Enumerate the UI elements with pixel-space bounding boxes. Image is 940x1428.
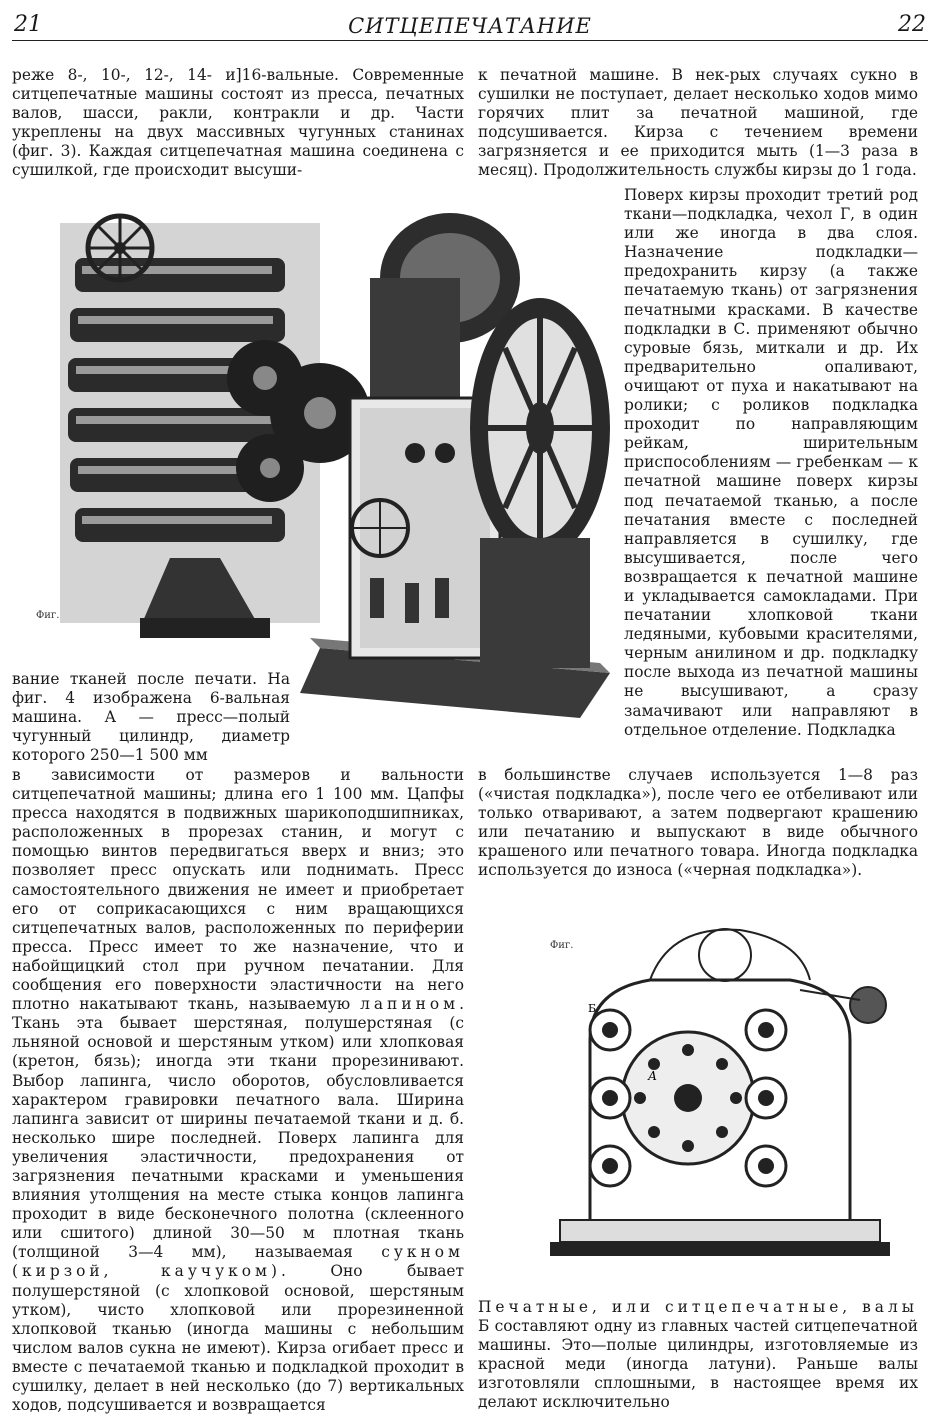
figure-4-machine-schematic: [530, 920, 910, 1290]
term-sukno: сукном (кирзой, каучуком): [12, 1243, 464, 1281]
handwheel-icon: [88, 216, 152, 280]
schematic-drawing: [530, 920, 910, 1290]
figure-4-caption: Фиг.: [550, 940, 574, 951]
control-wheel-icon: [352, 500, 408, 556]
page-number-right: 22: [898, 12, 926, 37]
page-title: СИТЦЕПЕЧАТАНИЕ: [348, 14, 592, 38]
right-column-bottom-text: [478, 1298, 918, 1413]
right-column-mid-text: в большинстве случаев используется 1—8 раз («чистая подкладка»), после чего ее отбеливают или только отваривают, а затем подвергают крашению или печатанию и выпускают в виде обычного крашеного или печатного товара. Иногда подкладка используется до износа («черная подкладка»).: [478, 766, 918, 880]
page-number-left: 21: [14, 12, 42, 37]
running-header: [14, 12, 926, 38]
left-column-main-text: [12, 766, 464, 1415]
text-part-valy: Б составляют одну из главных частей ситцепечатной машины. Это—полые цилиндры, изготовляемые из красной меди (иногда латуни). Раньше валы изготовляли сплошными, в настоящее время их делают исключительно: [478, 1317, 918, 1412]
right-column-narrow-text: Поверх кирзы проходит третий род ткани—подкладка, чехол Г, в один или же иногда в два слоя. Назначение подкладки—предохранить кирзу (а также печатаемую ткань) от загрязнения печатными красками. В качестве подкладки в С. применяют обычно суровые бязь, миткали и др. Их предварительно опаливают, очищают от пуха и накатывают на ролики; с роликов подкладка проходит по направляющим рейкам, ширительным приспособлениям — гребенкам — к печатной машине поверх кирзы под печатаемой тканью, а после печатания вместе с последней направляется в сушилку, где высушивается, после чего возвращается к печатной машине и укладывается самокладами. При печатании хлопковой ткани ледяными, кубовыми красителями, черным анилином и др. подкладку после выхода из печатной машины не высушивают, а сразу замачивают или направляют в отдельное отделение. Подкладка: [624, 186, 918, 739]
figure-3-printing-machine: [20, 178, 622, 738]
right-column-top-text: к печатной машине. В нек-рых случаях сукно в сушилки не поступает, делает несколько ходов мимо горячих плит за печатной машиной, где подсушивается. Кирза с течением времени загрязняется и ее приходится мыть (1—3 раза в месяц). Продолжительность службы кирзы до 1 года.: [478, 66, 918, 180]
press-label: А: [648, 1069, 658, 1083]
text-part-c: . Оно бывает полушерстяной (с хлопковой основой, шерстяным утком), чисто хлопковой или прорезиненной хлопковой тканью (иногда машины с небольшим числом валов сукна не имеют). Кирза огибает пресс и вместе с печатаемой тканью и подкладкой проходит в сушилку, делает в ней несколько (до 7) вертикальных ходов, подсушивается и возвращается: [12, 1262, 464, 1415]
flywheel-icon: [470, 298, 610, 558]
term-lapin: лапином: [360, 995, 460, 1014]
term-valy: Печатные, или ситцепечатные, валы: [478, 1298, 918, 1316]
figure-3-caption: Фиг.: [36, 610, 60, 621]
header-rule: [12, 40, 928, 41]
text-part-a: в зависимости от размеров и вальности ситцепечатной машины; длина его 1 100 мм. Цапфы пресса находятся в подвижных шарикоподшипниках, расположенных в прорезах станин, и могут с помощью винтов передвигаться вверх и вниз; это позволяет пресс опускать или поднимать. Пресс самостоятельного движения не имеет и приобретает его от соприкасающихся с ним вращающихся ситцепечатных валов, расположенных по периферии пресса. Пресс имеет то же назначение, что и набойщицкий стол при ручном печатании. Для сообщения его поверхности эластичности на него плотно накатывают ткань, называемую: [12, 766, 464, 1014]
left-column-top-text: реже 8-, 10-, 12-, 14- и]16-вальные. Современные ситцепечатные машины состоят из пресса, печатных валов, шасси, ракли, контракли и др. Части укреплены на двух массивных чугунных станинах (фиг. 3). Каждая ситцепечатная машина соединена с сушилкой, где происходит высуши-: [12, 66, 464, 180]
printing-machine-illustration: [20, 178, 622, 738]
left-column-mid-text: вание тканей после печати. На фиг. 4 изображена 6-вальная машина. А — пресс—полый чугунный цилиндр, диаметр которого 250—1 500 мм: [12, 670, 290, 765]
text-part-b: . Ткань эта бывает шерстяная, полушерстяная (с льняной основой и шерстяным утком) или хлопковая (кретон, бязь); иногда эти ткани прорезинивают. Выбор лапинга, число оборотов, обусловливается характером гравировки печатного вала. Ширина лапинга зависит от ширины печатаемой ткани и д. б. несколько шире последней. Поверх лапинга для увеличения эластичности, предохранения от загрязнения печатными красками и уменьшения влияния утолщения на месте стыка концов лапинга проходит в виде бесконечного полотна (склеенного или сшитого) длиной 30—50 м плотная ткань (толщиной 3—4 мм), называемая: [12, 995, 464, 1262]
roller-label: Б: [588, 1002, 597, 1015]
